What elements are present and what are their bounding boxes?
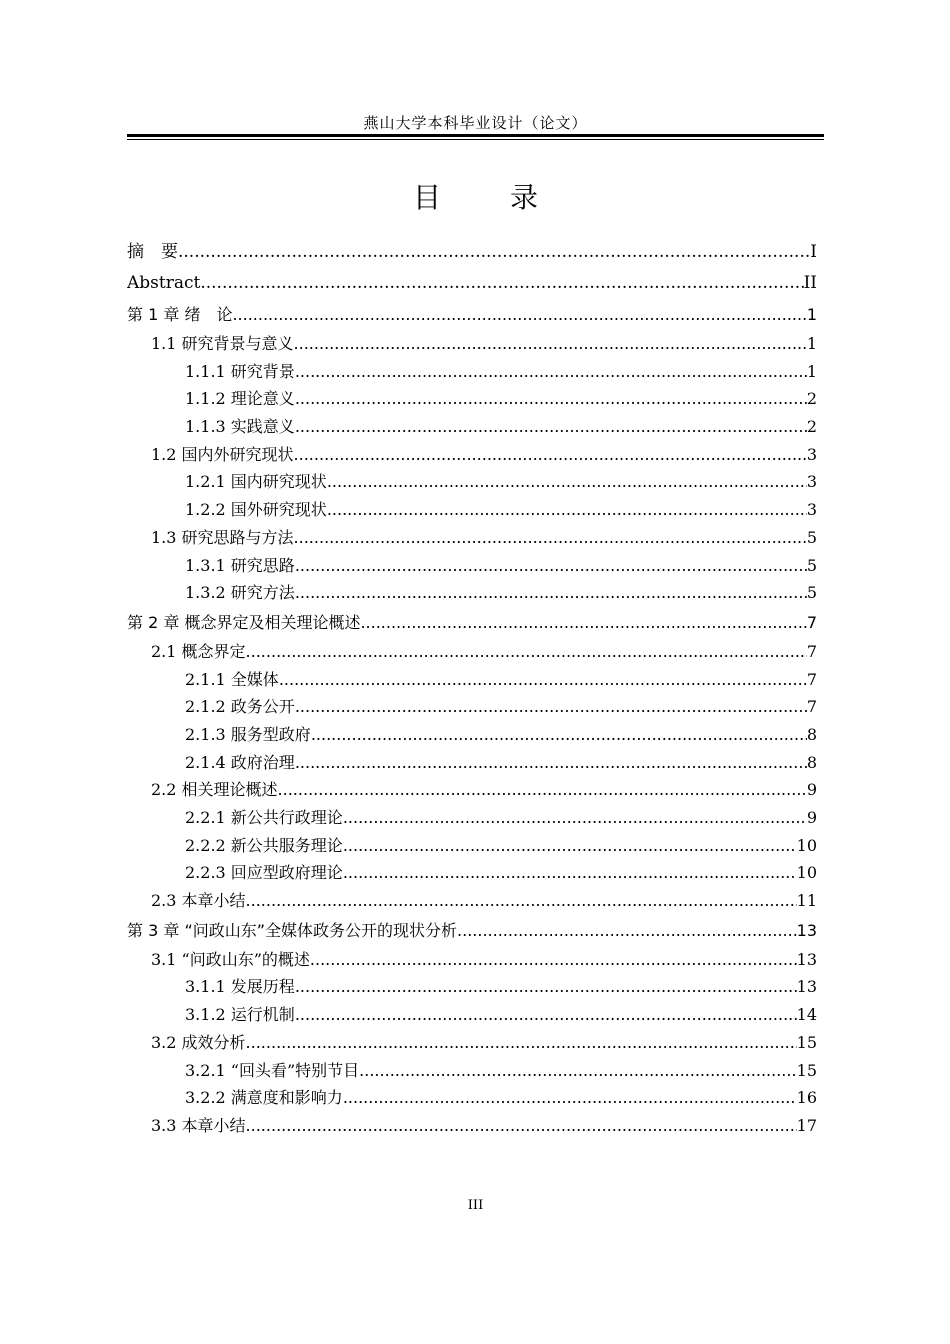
toc-entry-label: 3.1.2 运行机制 [185, 1005, 295, 1025]
toc-entry[interactable] [127, 693, 817, 721]
toc-entry-label: 1.2.1 国内研究现状 [185, 472, 327, 492]
toc-dot-leader [310, 946, 797, 974]
toc-dot-leader [359, 1057, 796, 1085]
toc-entry-label: 2.2 相关理论概述 [151, 780, 278, 800]
toc-dot-leader [295, 552, 807, 580]
toc-entry[interactable] [127, 859, 817, 887]
toc-entry-page: 5 [806, 583, 817, 603]
toc-dot-leader [311, 721, 807, 749]
toc-entry[interactable] [127, 330, 817, 358]
toc-entry[interactable] [127, 524, 817, 552]
toc-entry[interactable] [127, 915, 817, 946]
toc-entry-page: 13 [796, 977, 817, 997]
toc-entry-page: 10 [796, 863, 817, 883]
toc-entry[interactable] [127, 1001, 817, 1029]
toc-entry[interactable] [127, 776, 817, 804]
toc-dot-leader [246, 638, 807, 666]
toc-entry-label: 1.2 国内外研究现状 [151, 444, 294, 464]
toc-entry[interactable] [127, 1057, 817, 1085]
toc-dot-leader [343, 832, 797, 860]
toc-entry-page: 3 [806, 444, 817, 464]
toc-entry-label: 1.1.3 实践意义 [185, 417, 295, 437]
toc-entry[interactable] [127, 721, 817, 749]
table-of-contents [127, 237, 817, 1140]
toc-entry-label: 3.1 “问政山东”的概述 [151, 949, 310, 969]
toc-entry[interactable] [127, 385, 817, 413]
toc-entry[interactable] [127, 946, 817, 974]
toc-entry[interactable] [127, 666, 817, 694]
toc-entry[interactable] [127, 413, 817, 441]
toc-entry-label: 2.2.3 回应型政府理论 [185, 863, 343, 883]
toc-dot-leader [246, 887, 797, 915]
toc-dot-leader [246, 1112, 797, 1140]
toc-entry[interactable] [127, 804, 817, 832]
running-header: 燕山大学本科毕业设计（论文） [363, 114, 588, 132]
toc-entry-label: 2.3 本章小结 [151, 891, 246, 911]
toc-entry-page: 1 [806, 334, 817, 353]
toc-entry-label: 2.1.3 服务型政府 [185, 724, 311, 744]
toc-entry[interactable] [127, 887, 817, 915]
toc-dot-leader [295, 385, 807, 413]
toc-entry-label: 2.1.1 全媒体 [185, 669, 279, 689]
toc-entry-label: 2.2.1 新公共行政理论 [185, 808, 343, 827]
toc-dot-leader [278, 776, 807, 804]
toc-entry[interactable] [127, 268, 817, 299]
toc-entry-label: 2.1.2 政务公开 [185, 697, 295, 717]
toc-entry-page: 7 [806, 641, 817, 661]
toc-entry-label: 3.3 本章小结 [151, 1115, 246, 1135]
toc-entry-label: 2.2.2 新公共服务理论 [185, 835, 343, 855]
toc-entry[interactable] [127, 973, 817, 1001]
toc-dot-leader [295, 749, 807, 777]
toc-dot-leader [295, 579, 807, 607]
toc-entry-label: 2.1.4 政府治理 [185, 752, 295, 772]
toc-dot-leader [295, 973, 797, 1001]
toc-entry[interactable] [127, 607, 817, 638]
toc-dot-leader [295, 413, 807, 441]
toc-entry[interactable] [127, 832, 817, 860]
toc-entry-page: 7 [806, 669, 817, 689]
toc-entry[interactable] [127, 552, 817, 580]
toc-entry-label: Abstract [127, 273, 201, 293]
toc-entry-page: 10 [796, 835, 817, 855]
toc-entry-label: 1.1.1 研究背景 [185, 361, 295, 381]
toc-entry-label: 3.2.2 满意度和影响力 [185, 1088, 343, 1108]
toc-entry[interactable] [127, 358, 817, 386]
toc-entry-label: 1.3.1 研究思路 [185, 555, 295, 575]
toc-entry-page: I [810, 242, 817, 262]
toc-entry-label: 第 3 章 “问政山东”全媒体政务公开的现状分析 [127, 920, 458, 940]
toc-dot-leader [246, 1029, 797, 1057]
toc-entry-page: 8 [806, 724, 817, 744]
header-rule-thin [127, 139, 824, 140]
toc-dot-leader [295, 358, 807, 386]
toc-dot-leader [294, 524, 807, 552]
toc-entry[interactable] [127, 237, 817, 268]
toc-dot-leader [200, 268, 803, 299]
toc-entry-page: 5 [806, 555, 817, 575]
toc-dot-leader [343, 859, 797, 887]
toc-entry-page: 8 [806, 752, 817, 772]
toc-entry-page: 13 [796, 920, 817, 940]
toc-entry-label: 1.3.2 研究方法 [185, 583, 295, 603]
page-title: 目 录 [413, 181, 568, 214]
toc-entry[interactable] [127, 496, 817, 524]
toc-entry-page: 11 [796, 891, 817, 911]
toc-entry-page: 2 [806, 417, 817, 437]
toc-entry-page: 3 [806, 472, 817, 492]
toc-entry-page: 17 [796, 1115, 817, 1135]
toc-entry-label: 2.1 概念界定 [151, 641, 246, 661]
toc-entry-page: 9 [806, 780, 817, 800]
toc-entry-page: 13 [796, 949, 817, 969]
toc-dot-leader [295, 693, 807, 721]
toc-entry-label: 第 2 章 概念界定及相关理论概述 [127, 612, 361, 632]
toc-dot-leader [327, 496, 807, 524]
toc-entry[interactable] [127, 638, 817, 666]
toc-dot-leader [327, 468, 807, 496]
toc-dot-leader [343, 804, 807, 832]
toc-entry-page: 2 [806, 389, 817, 409]
toc-entry[interactable] [127, 1084, 817, 1112]
toc-dot-leader [457, 915, 797, 946]
toc-entry-label: 1.3 研究思路与方法 [151, 527, 294, 547]
toc-entry-label: 第 1 章 绪 论 [127, 305, 233, 324]
header-rule-thick [127, 134, 824, 137]
toc-entry[interactable] [127, 468, 817, 496]
toc-entry-page: 14 [796, 1005, 817, 1025]
toc-entry-page: 1 [806, 361, 817, 381]
toc-entry-page: 16 [796, 1088, 817, 1108]
toc-entry-page: II [803, 273, 817, 293]
toc-entry[interactable] [127, 749, 817, 777]
toc-dot-leader [343, 1084, 797, 1112]
toc-entry[interactable] [127, 299, 817, 330]
toc-dot-leader [294, 441, 807, 469]
toc-dot-leader [232, 299, 806, 330]
toc-entry-page: 3 [806, 500, 817, 520]
toc-entry-page: 15 [796, 1032, 817, 1052]
toc-dot-leader [178, 237, 810, 268]
toc-entry-page: 9 [806, 808, 817, 827]
toc-dot-leader [279, 666, 807, 694]
toc-entry[interactable] [127, 1112, 817, 1140]
toc-entry-label: 摘 要 [127, 242, 178, 262]
toc-entry-label: 3.1.1 发展历程 [185, 977, 295, 997]
toc-entry-page: 5 [806, 527, 817, 547]
toc-dot-leader [360, 607, 806, 638]
toc-entry-label: 3.2 成效分析 [151, 1032, 246, 1052]
toc-entry-page: 1 [806, 305, 817, 324]
toc-dot-leader [295, 1001, 797, 1029]
toc-entry[interactable] [127, 579, 817, 607]
toc-entry[interactable] [127, 1029, 817, 1057]
page-number: III [467, 1198, 484, 1213]
toc-entry-label: 1.1 研究背景与意义 [151, 334, 294, 353]
toc-entry-label: 1.2.2 国外研究现状 [185, 500, 327, 520]
toc-entry-page: 7 [806, 697, 817, 717]
toc-entry-label: 1.1.2 理论意义 [185, 389, 295, 409]
toc-entry-page: 7 [806, 612, 817, 632]
toc-entry-label: 3.2.1 “回头看”特别节目 [185, 1060, 360, 1080]
toc-entry[interactable] [127, 441, 817, 469]
toc-dot-leader [294, 330, 807, 358]
toc-entry-page: 15 [796, 1060, 817, 1080]
